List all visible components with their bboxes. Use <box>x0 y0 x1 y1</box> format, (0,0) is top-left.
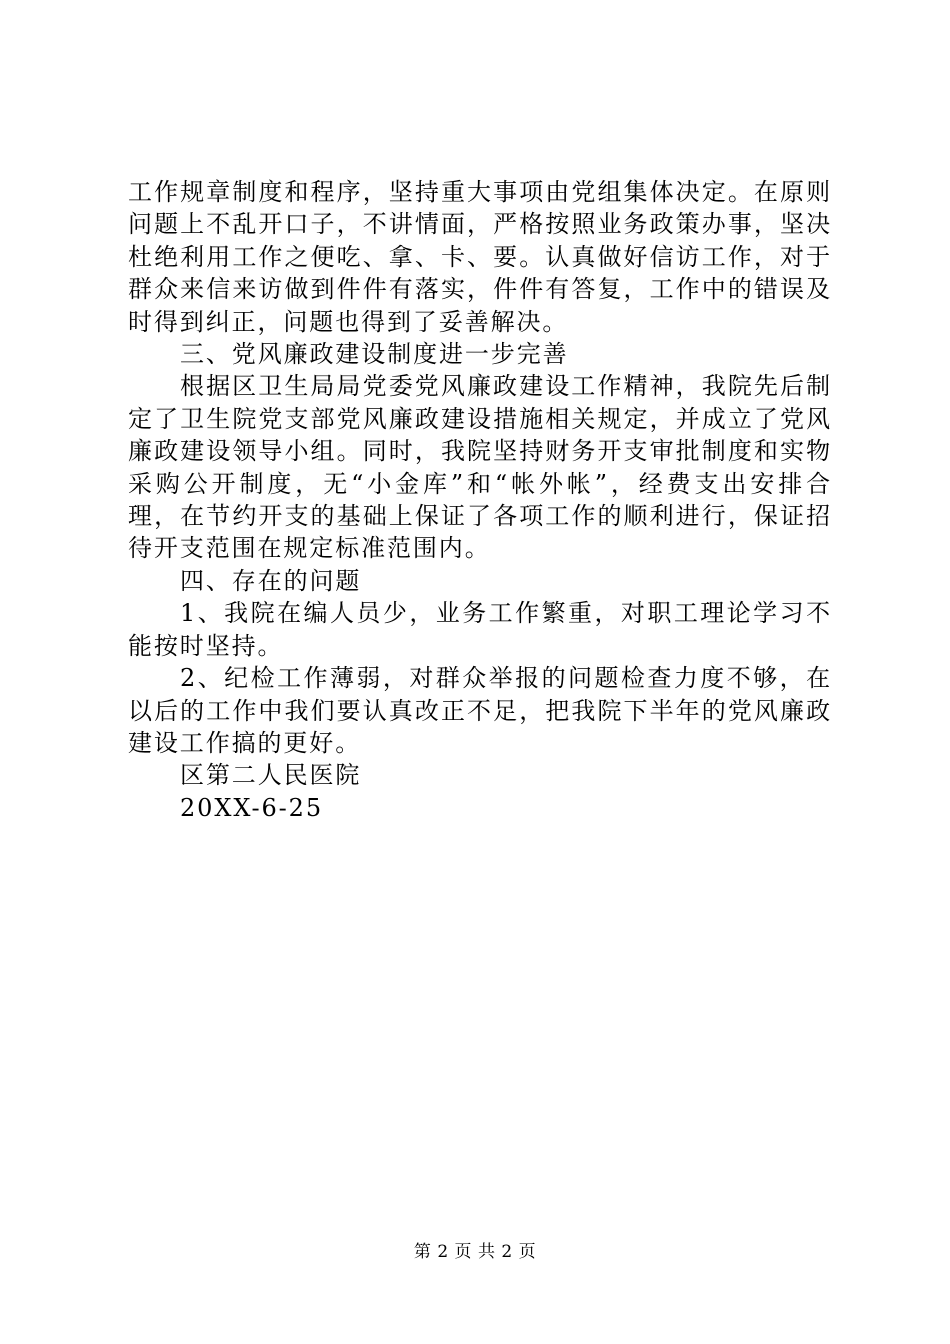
section-heading-3: 三、党风廉政建设制度进一步完善 <box>180 340 569 369</box>
page-number: 第 2 页 共 2 页 <box>413 1242 537 1262</box>
issue-item-2: 2、纪检工作薄弱，对群众举报的问题检查力度不够，在以后的工作中我们要认真改正不足，把我院下半年的党风廉政建设工作搞的更好。 <box>128 664 832 757</box>
signature-organization: 区第二人民医院 <box>180 761 362 790</box>
page-footer <box>0 1242 950 1262</box>
paragraph-continuation: 工作规章制度和程序，坚持重大事项由党组集体决定。在原则问题上不乱开口子，不讲情面，严格按照业务政策办事，坚决杜绝利用工作之便吃、拿、卡、要。认真做好信访工作，对于群众来信来访做到件件有落实，件件有答复，工作中的错误及时得到纠正，问题也得到了妥善解决。 <box>128 178 832 336</box>
issue-item-1: 1、我院在编人员少，业务工作繁重，对职工理论学习不能按时坚持。 <box>128 599 832 660</box>
document-body <box>128 176 832 824</box>
section-heading-4: 四、存在的问题 <box>180 566 362 595</box>
paragraph-system-improvement: 根据区卫生局局党委党风廉政建设工作精神，我院先后制定了卫生院党支部党风廉政建设措施相关规定，并成立了党风廉政建设领导小组。同时，我院坚持财务开支审批制度和实物采购公开制度，无“小金库”和“帐外帐”，经费支出安排合理，在节约开支的基础上保证了各项工作的顺利进行，保证招待开支范围在规定标准范围内。 <box>128 372 832 563</box>
signature-date: 20XX-6-25 <box>180 793 323 822</box>
